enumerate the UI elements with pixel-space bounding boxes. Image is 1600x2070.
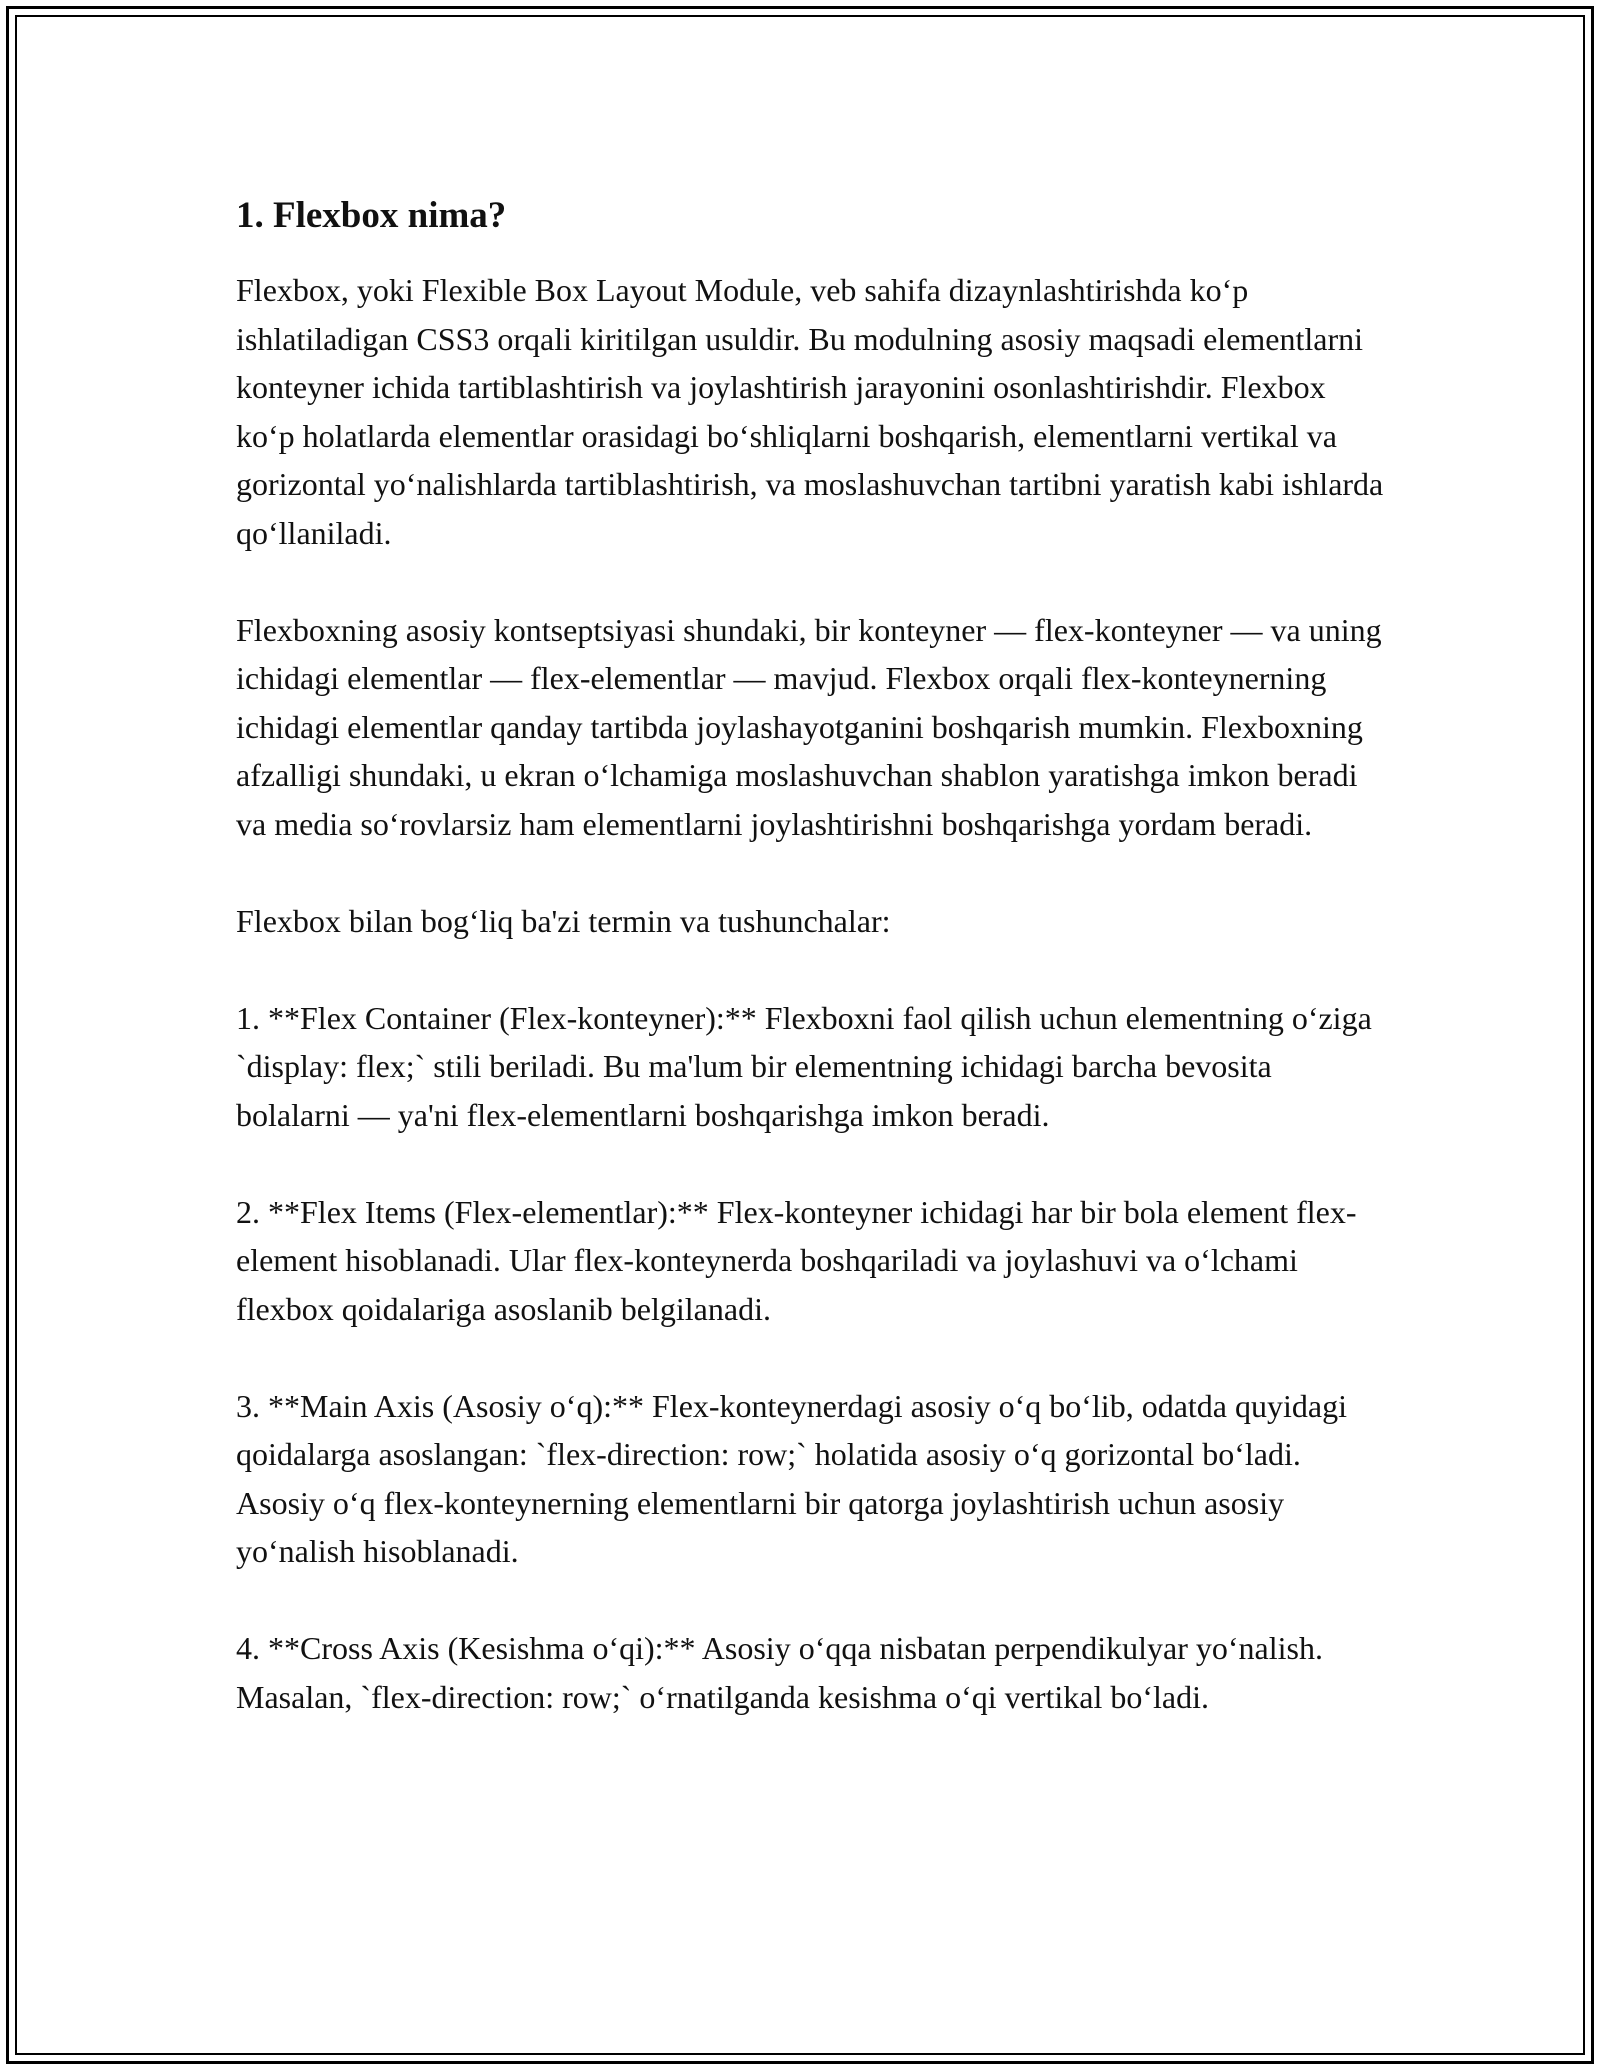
section-title: 1. Flexbox nima? [236, 195, 507, 236]
list-item-flex-items: 2. **Flex Items (Flex-elementlar):** Flex-konteyner ichidagi har bir bola element flex-element hisoblanadi. Ular flex-konteynerda boshqariladi va joylashuvi va o‘lchami flexbox qoidalariga asoslanib belgilanadi. [236, 1193, 1357, 1327]
list-item-flex-container: 1. **Flex Container (Flex-konteyner):** Flexboxni faol qilish uchun elementning o‘ziga `display: flex;` stili beriladi. Bu ma'lum bir elementning ichidagi barcha bevosita bolalarni — ya'ni flex-elementlarni boshqarishga imkon beradi. [236, 999, 1372, 1133]
list-item-cross-axis: 4. **Cross Axis (Kesishma o‘qi):** Asosiy o‘qqa nisbatan perpendikulyar yo‘nalish. Masalan, `flex-direction: row;` o‘rnatilganda kesishma o‘qi vertikal bo‘ladi. [236, 1630, 1323, 1715]
document-body [236, 190, 1386, 1721]
list-item-main-axis: 3. **Main Axis (Asosiy o‘q):** Flex-konteynerdagi asosiy o‘q bo‘lib, odatda quyidagi qoidalarga asoslangan: `flex-direction: row;` holatida asosiy o‘q gorizontal bo‘ladi. Asosiy o‘q flex-konteynerning elementlarni bir qatorga joylashtirish uchun asosiy yo‘nalish hisoblanadi. [236, 1387, 1347, 1569]
paragraph-terms-intro: Flexbox bilan bog‘liq ba'zi termin va tushunchalar: [236, 902, 891, 939]
paragraph-intro: Flexbox, yoki Flexible Box Layout Module, veb sahifa dizaynlashtirishda ko‘p ishlatiladigan CSS3 orqali kiritilgan usuldir. Bu modulning asosiy maqsadi elementlarni konteyner ichida tartiblashtirish va joylashtirish jarayonini osonlashtirishdir. Flexbox ko‘p holatlarda elementlar orasidagi bo‘shliqlarni boshqarish, elementlarni vertikal va gorizontal yo‘nalishlarda tartiblashtirish, va moslashuvchan tartibni yaratish kabi ishlarda qo‘llaniladi. [236, 272, 1384, 551]
paragraph-concept: Flexboxning asosiy kontseptsiyasi shundaki, bir konteyner — flex-konteyner — va uning ichidagi elementlar — flex-elementlar — mavjud. Flexbox orqali flex-konteynerning ichidagi elementlar qanday tartibda joylashayotganini boshqarish mumkin. Flexboxning afzalligi shundaki, u ekran o‘lchamiga moslashuvchan shablon yaratishga imkon beradi va media so‘rovlarsiz ham elementlarni joylashtirishni boshqarishga yordam beradi. [236, 611, 1382, 842]
